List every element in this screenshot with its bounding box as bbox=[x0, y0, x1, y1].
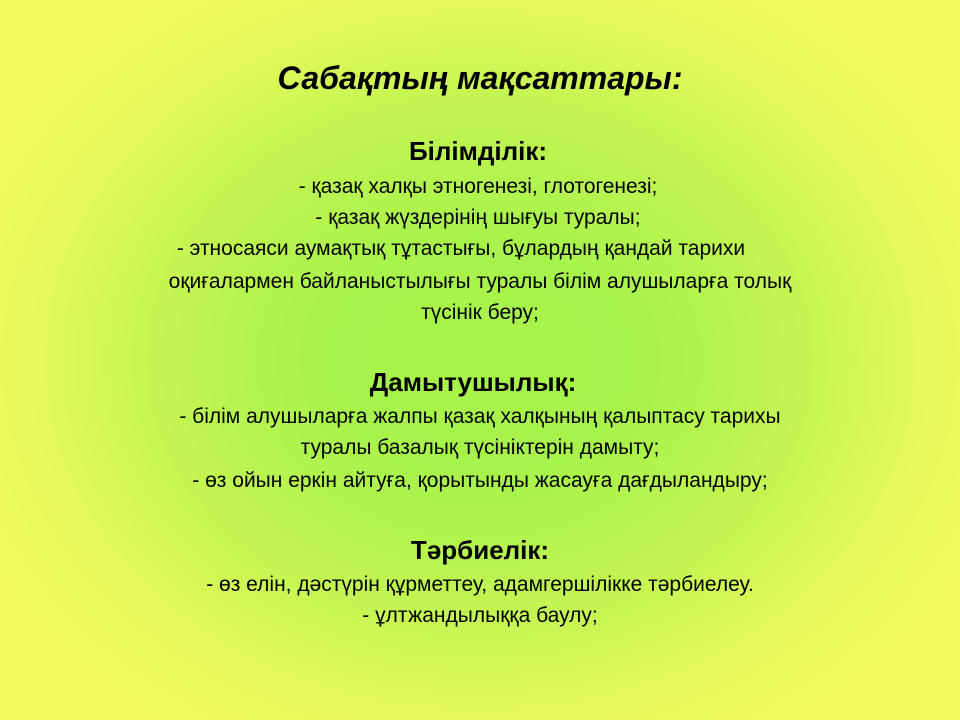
section-line: түсінік беру; bbox=[421, 301, 539, 324]
section-heading-upbringing: Тәрбиелік: bbox=[410, 535, 550, 565]
section-heading-knowledge: Білімділік: bbox=[408, 136, 548, 166]
section-line: - білім алушыларға жалпы қазақ халқының қалыптасу тарихы bbox=[179, 405, 781, 428]
section-heading-development: Дамытушылық: bbox=[369, 367, 577, 397]
section-line: - қазақ жүздерінің шығуы туралы; bbox=[315, 206, 641, 229]
section-line: - ұлтжандылыққа баулу; bbox=[362, 604, 598, 627]
section-line: - қазақ халқы этногенезі, глотогенезі; bbox=[298, 175, 658, 198]
section-line: туралы базалық түсініктерін дамыту; bbox=[300, 436, 660, 459]
section-line: - этносаяси аумақтық тұтастығы, бұлардың қандай тарихи bbox=[176, 237, 746, 260]
section-line: - өз ойын еркін айтуға, қорытынды жасауға дағдыландыру; bbox=[192, 469, 768, 492]
section-line: - өз елін, дәстүрін құрметтеу, адамгершілікке тәрбиелеу. bbox=[206, 573, 754, 596]
section-line: оқиғалармен байланыстылығы туралы білім алушыларға толық bbox=[168, 270, 792, 293]
slide-title: Сабақтың мақсаттары: bbox=[277, 60, 683, 96]
